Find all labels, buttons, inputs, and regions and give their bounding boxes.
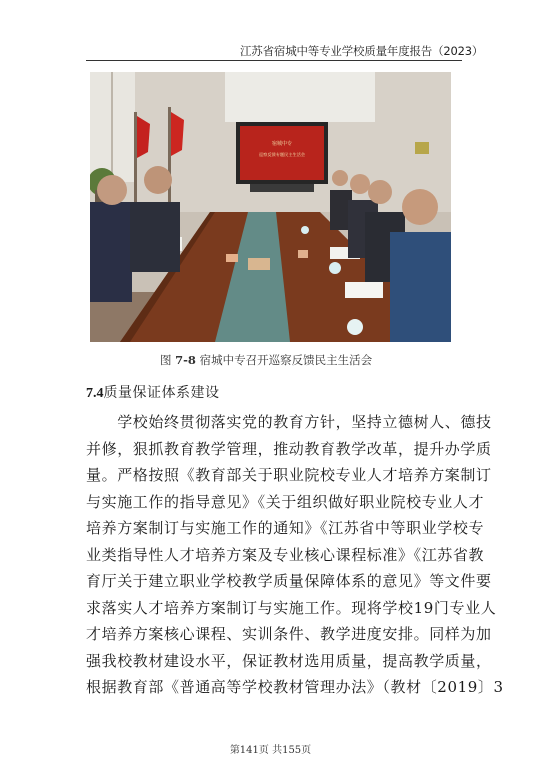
- paragraph-line: 业类指导性人才培养方案及专业核心课程标准》《江苏省教: [86, 545, 485, 564]
- section-number: 7.4: [86, 386, 104, 401]
- screen-title-line1: 宿城中专: [271, 141, 293, 147]
- paragraph-line: 强我校教材建设水平，保证教材选用质量，提高教学质量，: [86, 651, 492, 670]
- paragraph-line: 求落实人才培养方案制订与实施工作。现将学校19门专业人: [86, 598, 497, 617]
- screen-title-line2: 巡察反馈专题民主生活会: [258, 152, 306, 157]
- paragraph-line: 才培养方案核心课程、实训条件、教学进度安排。同样为加: [86, 625, 492, 643]
- paragraph-line: 根据教育部《普通高等学校教材管理办法》（教材〔2019〕3: [86, 678, 504, 696]
- paragraph-line: 与实施工作的指导意见》《关于组织做好职业院校专业人才: [86, 492, 485, 511]
- running-header: 江苏省宿城中等专业学校质量年度报告（2023）: [240, 44, 484, 58]
- header-rule: [86, 60, 462, 61]
- section-title: 质量保证体系建设: [103, 385, 220, 401]
- meeting-photo: [90, 72, 451, 342]
- section-heading: [86, 382, 220, 402]
- paragraph-line: 量。严格按照《教育部关于职业院校专业人才培养方案制订: [86, 466, 492, 484]
- paragraph-line: 并修，狠抓教育教学管理，推动教育教学改革，提升办学质: [86, 439, 492, 458]
- paragraph-line: 育厅关于建立职业学校教学质量保障体系的意见》等文件要: [86, 572, 492, 590]
- caption-number: 7-8: [175, 353, 196, 367]
- body-paragraph: [86, 409, 504, 701]
- paragraph-line: 学校始终贯彻落实党的教育方针，坚持立德树人、德技: [86, 413, 492, 431]
- paragraph-line: 培养方案制订与实施工作的通知》《江苏省中等职业学校专: [86, 519, 485, 537]
- caption-prefix: 图: [160, 353, 172, 367]
- page-footer: 第141页 共155页: [229, 745, 312, 756]
- caption-text: 宿城中专召开巡察反馈民主生活会: [199, 353, 373, 367]
- figure-caption: [160, 352, 372, 368]
